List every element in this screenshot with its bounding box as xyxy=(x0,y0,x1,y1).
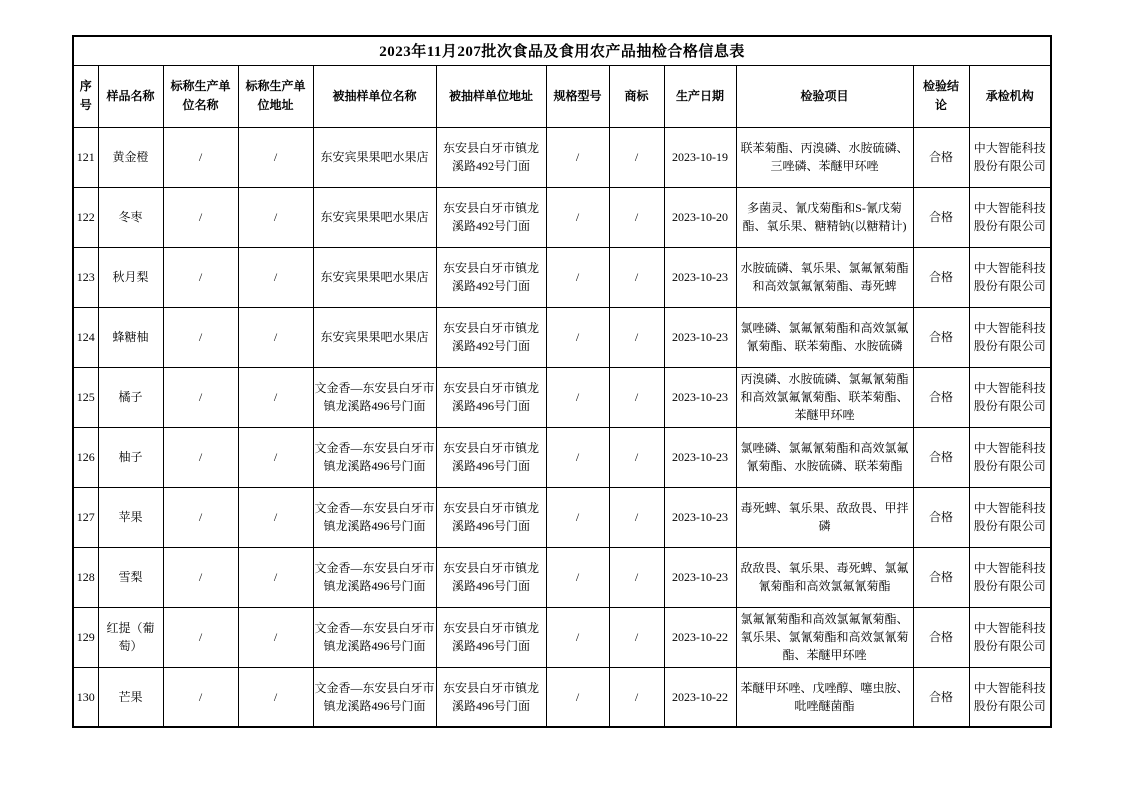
cell-test-items: 苯醚甲环唑、戊唑醇、噻虫胺、吡唑醚菌酯 xyxy=(736,667,913,727)
cell-test-items: 氯唑磷、氯氟氰菊酯和高效氯氟氰菊酯、联苯菊酯、水胺硫磷 xyxy=(736,307,913,367)
table-row xyxy=(73,487,1051,547)
cell-test-items: 氯氟氰菊酯和高效氯氟氰菊酯、氧乐果、氯氰菊酯和高效氯氰菊酯、苯醚甲环唑 xyxy=(736,607,913,667)
table-row xyxy=(73,547,1051,607)
title-row xyxy=(73,36,1051,65)
cell-test-items: 丙溴磷、水胺硫磷、氯氟氰菊酯和高效氯氟氰菊酯、联苯菊酯、苯醚甲环唑 xyxy=(736,367,913,427)
cell-sample-name: 红提（葡萄） xyxy=(98,607,163,667)
cell-spec: / xyxy=(546,547,609,607)
cell-production-date: 2023-10-22 xyxy=(664,607,736,667)
cell-brand: / xyxy=(609,367,664,427)
table-row xyxy=(73,667,1051,727)
cell-sample-name: 橘子 xyxy=(98,367,163,427)
cell-production-date: 2023-10-19 xyxy=(664,127,736,187)
col-header-test-items: 检验项目 xyxy=(736,65,913,127)
cell-result: 合格 xyxy=(913,367,969,427)
cell-producer-name: / xyxy=(163,427,238,487)
cell-producer-address: / xyxy=(238,187,313,247)
cell-spec: / xyxy=(546,247,609,307)
cell-brand: / xyxy=(609,127,664,187)
cell-spec: / xyxy=(546,187,609,247)
cell-sample-name: 秋月梨 xyxy=(98,247,163,307)
cell-producer-address: / xyxy=(238,667,313,727)
cell-sample-name: 蜂糖柚 xyxy=(98,307,163,367)
cell-production-date: 2023-10-23 xyxy=(664,547,736,607)
table-body xyxy=(73,127,1051,727)
cell-agency: 中大智能科技股份有限公司 xyxy=(969,187,1051,247)
cell-production-date: 2023-10-22 xyxy=(664,667,736,727)
cell-result: 合格 xyxy=(913,547,969,607)
cell-sampled-unit-address: 东安县白牙市镇龙溪路496号门面 xyxy=(436,607,546,667)
cell-spec: / xyxy=(546,127,609,187)
cell-serial-no: 126 xyxy=(73,427,98,487)
cell-result: 合格 xyxy=(913,127,969,187)
cell-sampled-unit-address: 东安县白牙市镇龙溪路492号门面 xyxy=(436,307,546,367)
cell-sampled-unit-address: 东安县白牙市镇龙溪路496号门面 xyxy=(436,367,546,427)
inspection-results-table xyxy=(72,35,1052,728)
cell-producer-name: / xyxy=(163,367,238,427)
cell-production-date: 2023-10-23 xyxy=(664,487,736,547)
cell-production-date: 2023-10-23 xyxy=(664,307,736,367)
table-row xyxy=(73,607,1051,667)
cell-producer-address: / xyxy=(238,307,313,367)
cell-sampled-unit-address: 东安县白牙市镇龙溪路496号门面 xyxy=(436,487,546,547)
col-header-sample-name: 样品名称 xyxy=(98,65,163,127)
cell-brand: / xyxy=(609,427,664,487)
cell-sample-name: 苹果 xyxy=(98,487,163,547)
cell-brand: / xyxy=(609,307,664,367)
cell-brand: / xyxy=(609,187,664,247)
cell-producer-address: / xyxy=(238,367,313,427)
cell-sampled-unit-address: 东安县白牙市镇龙溪路496号门面 xyxy=(436,667,546,727)
cell-producer-name: / xyxy=(163,307,238,367)
table-row xyxy=(73,247,1051,307)
cell-sampled-unit-name: 东安宾果果吧水果店 xyxy=(313,307,436,367)
cell-sampled-unit-address: 东安县白牙市镇龙溪路496号门面 xyxy=(436,547,546,607)
cell-producer-address: / xyxy=(238,427,313,487)
cell-sampled-unit-name: 文金香—东安县白牙市镇龙溪路496号门面 xyxy=(313,427,436,487)
cell-sampled-unit-address: 东安县白牙市镇龙溪路492号门面 xyxy=(436,187,546,247)
cell-spec: / xyxy=(546,427,609,487)
cell-sampled-unit-address: 东安县白牙市镇龙溪路492号门面 xyxy=(436,247,546,307)
cell-result: 合格 xyxy=(913,487,969,547)
cell-spec: / xyxy=(546,607,609,667)
cell-brand: / xyxy=(609,487,664,547)
cell-sampled-unit-address: 东安县白牙市镇龙溪路496号门面 xyxy=(436,427,546,487)
cell-production-date: 2023-10-23 xyxy=(664,367,736,427)
col-header-producer-name: 标称生产单位名称 xyxy=(163,65,238,127)
cell-sampled-unit-name: 东安宾果果吧水果店 xyxy=(313,127,436,187)
cell-brand: / xyxy=(609,247,664,307)
cell-production-date: 2023-10-23 xyxy=(664,427,736,487)
cell-serial-no: 128 xyxy=(73,547,98,607)
cell-agency: 中大智能科技股份有限公司 xyxy=(969,667,1051,727)
cell-brand: / xyxy=(609,667,664,727)
col-header-sampled-unit-name: 被抽样单位名称 xyxy=(313,65,436,127)
cell-producer-address: / xyxy=(238,487,313,547)
cell-sample-name: 黄金橙 xyxy=(98,127,163,187)
cell-sampled-unit-name: 文金香—东安县白牙市镇龙溪路496号门面 xyxy=(313,667,436,727)
cell-spec: / xyxy=(546,307,609,367)
cell-serial-no: 129 xyxy=(73,607,98,667)
cell-test-items: 水胺硫磷、氧乐果、氯氟氰菊酯和高效氯氟氰菊酯、毒死蜱 xyxy=(736,247,913,307)
cell-test-items: 毒死蜱、氧乐果、敌敌畏、甲拌磷 xyxy=(736,487,913,547)
cell-agency: 中大智能科技股份有限公司 xyxy=(969,547,1051,607)
cell-sample-name: 雪梨 xyxy=(98,547,163,607)
cell-result: 合格 xyxy=(913,247,969,307)
cell-test-items: 联苯菊酯、丙溴磷、水胺硫磷、三唑磷、苯醚甲环唑 xyxy=(736,127,913,187)
cell-agency: 中大智能科技股份有限公司 xyxy=(969,307,1051,367)
col-header-agency: 承检机构 xyxy=(969,65,1051,127)
cell-producer-name: / xyxy=(163,667,238,727)
table-row xyxy=(73,367,1051,427)
cell-sampled-unit-name: 东安宾果果吧水果店 xyxy=(313,247,436,307)
cell-producer-name: / xyxy=(163,487,238,547)
cell-test-items: 敌敌畏、氧乐果、毒死蜱、氯氟氰菊酯和高效氯氟氰菊酯 xyxy=(736,547,913,607)
cell-sampled-unit-address: 东安县白牙市镇龙溪路492号门面 xyxy=(436,127,546,187)
cell-agency: 中大智能科技股份有限公司 xyxy=(969,247,1051,307)
cell-brand: / xyxy=(609,607,664,667)
table-row xyxy=(73,307,1051,367)
cell-spec: / xyxy=(546,487,609,547)
cell-test-items: 多菌灵、氰戊菊酯和S-氰戊菊酯、氧乐果、糖精钠(以糖精计) xyxy=(736,187,913,247)
cell-producer-address: / xyxy=(238,607,313,667)
cell-serial-no: 127 xyxy=(73,487,98,547)
col-header-producer-address: 标称生产单位地址 xyxy=(238,65,313,127)
cell-serial-no: 123 xyxy=(73,247,98,307)
cell-producer-address: / xyxy=(238,247,313,307)
cell-serial-no: 122 xyxy=(73,187,98,247)
cell-result: 合格 xyxy=(913,667,969,727)
cell-result: 合格 xyxy=(913,307,969,367)
cell-result: 合格 xyxy=(913,607,969,667)
cell-sampled-unit-name: 文金香—东安县白牙市镇龙溪路496号门面 xyxy=(313,607,436,667)
col-header-serial-no: 序号 xyxy=(73,65,98,127)
cell-serial-no: 125 xyxy=(73,367,98,427)
cell-sampled-unit-name: 文金香—东安县白牙市镇龙溪路496号门面 xyxy=(313,547,436,607)
col-header-brand: 商标 xyxy=(609,65,664,127)
cell-sampled-unit-name: 文金香—东安县白牙市镇龙溪路496号门面 xyxy=(313,367,436,427)
cell-producer-address: / xyxy=(238,127,313,187)
cell-spec: / xyxy=(546,667,609,727)
cell-spec: / xyxy=(546,367,609,427)
table-row xyxy=(73,187,1051,247)
cell-sampled-unit-name: 东安宾果果吧水果店 xyxy=(313,187,436,247)
cell-producer-name: / xyxy=(163,247,238,307)
cell-result: 合格 xyxy=(913,187,969,247)
cell-agency: 中大智能科技股份有限公司 xyxy=(969,367,1051,427)
cell-agency: 中大智能科技股份有限公司 xyxy=(969,427,1051,487)
cell-producer-name: / xyxy=(163,547,238,607)
cell-test-items: 氯唑磷、氯氟氰菊酯和高效氯氟氰菊酯、水胺硫磷、联苯菊酯 xyxy=(736,427,913,487)
cell-production-date: 2023-10-20 xyxy=(664,187,736,247)
cell-sample-name: 柚子 xyxy=(98,427,163,487)
table-row xyxy=(73,427,1051,487)
cell-sampled-unit-name: 文金香—东安县白牙市镇龙溪路496号门面 xyxy=(313,487,436,547)
cell-sample-name: 芒果 xyxy=(98,667,163,727)
cell-producer-address: / xyxy=(238,547,313,607)
col-header-production-date: 生产日期 xyxy=(664,65,736,127)
cell-producer-name: / xyxy=(163,187,238,247)
cell-producer-name: / xyxy=(163,127,238,187)
col-header-spec: 规格型号 xyxy=(546,65,609,127)
cell-agency: 中大智能科技股份有限公司 xyxy=(969,607,1051,667)
cell-production-date: 2023-10-23 xyxy=(664,247,736,307)
col-header-result: 检验结论 xyxy=(913,65,969,127)
table-title: 2023年11月207批次食品及食用农产品抽检合格信息表 xyxy=(73,36,1051,65)
header-row xyxy=(73,65,1051,127)
table-row xyxy=(73,127,1051,187)
cell-sample-name: 冬枣 xyxy=(98,187,163,247)
cell-brand: / xyxy=(609,547,664,607)
cell-result: 合格 xyxy=(913,427,969,487)
cell-agency: 中大智能科技股份有限公司 xyxy=(969,487,1051,547)
cell-producer-name: / xyxy=(163,607,238,667)
cell-serial-no: 121 xyxy=(73,127,98,187)
col-header-sampled-unit-address: 被抽样单位地址 xyxy=(436,65,546,127)
cell-serial-no: 124 xyxy=(73,307,98,367)
cell-agency: 中大智能科技股份有限公司 xyxy=(969,127,1051,187)
cell-serial-no: 130 xyxy=(73,667,98,727)
